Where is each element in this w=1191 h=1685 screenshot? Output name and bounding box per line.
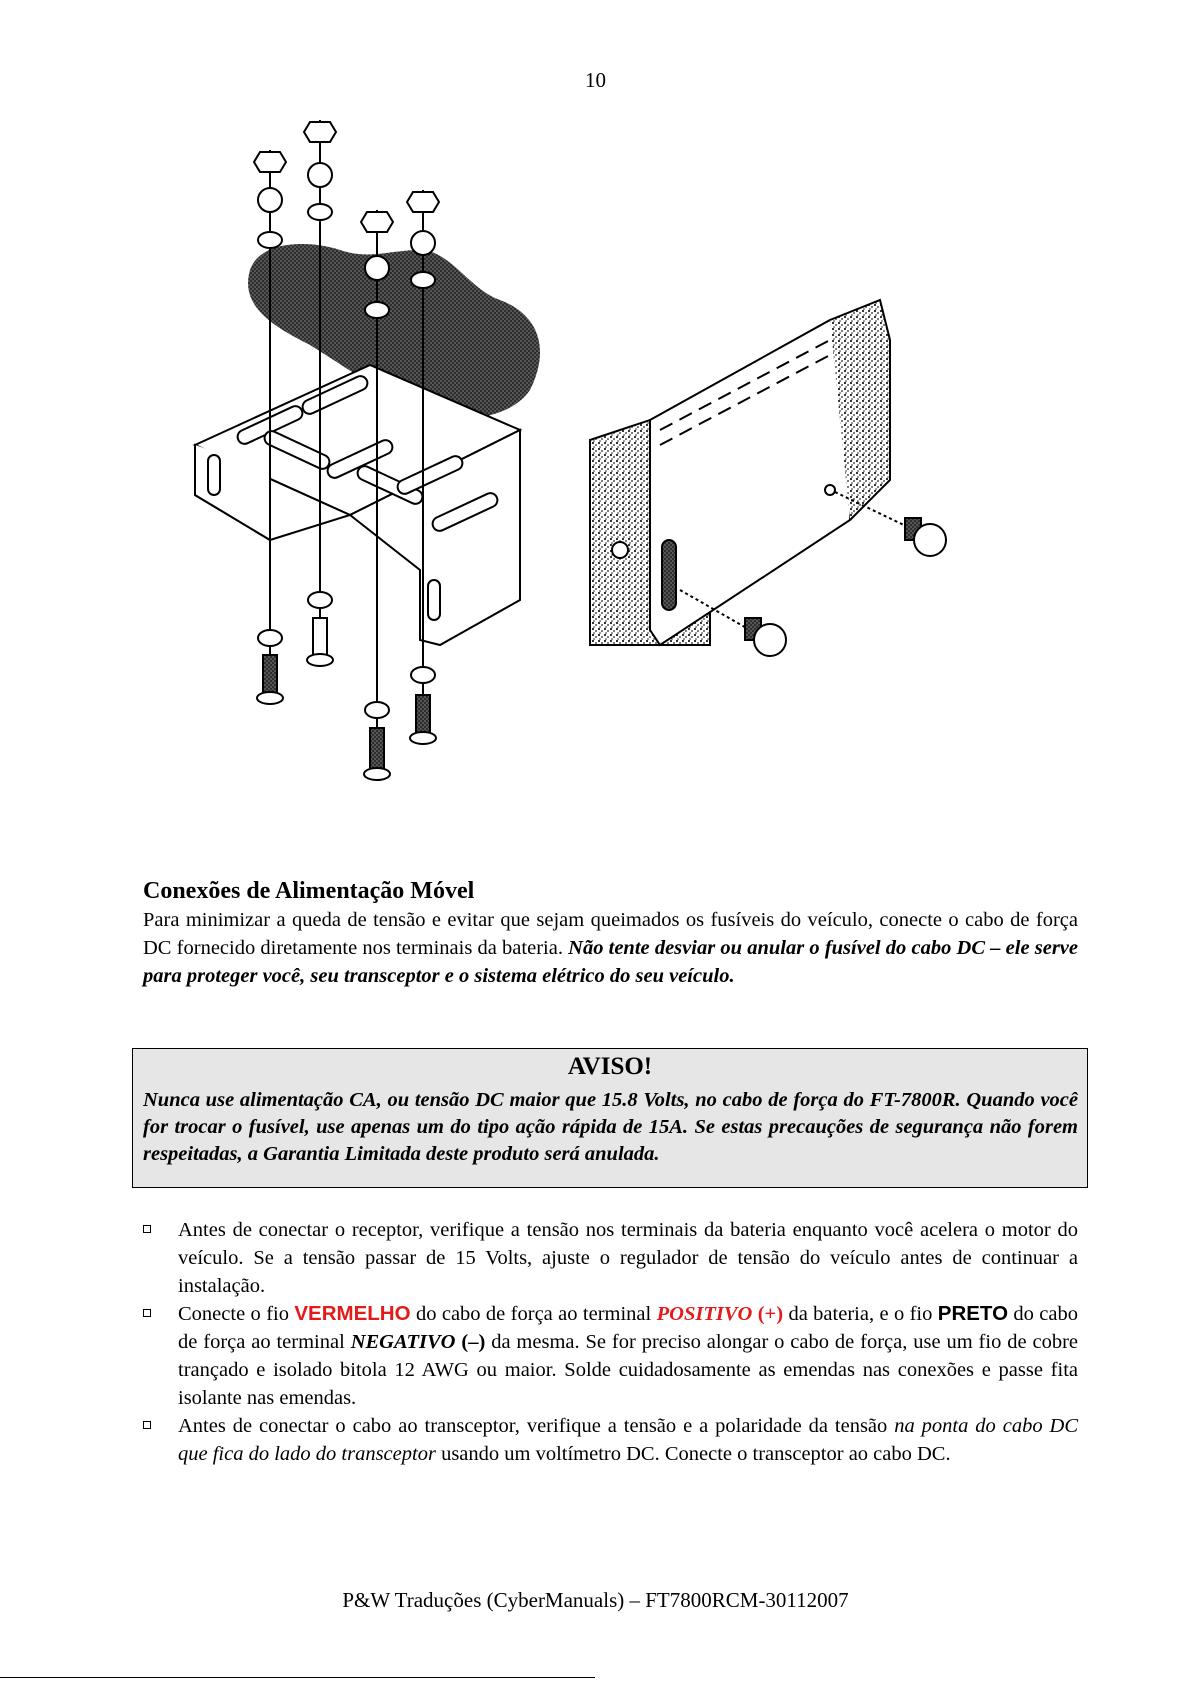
hex-nut (361, 212, 393, 232)
checkbox-bullet-icon (143, 1225, 151, 1233)
list-item (143, 1300, 1078, 1412)
bullet-text: usando um voltímetro DC. Conecte o transceptor ao cabo DC. (435, 1443, 951, 1465)
checkbox-bullet-icon (143, 1421, 151, 1429)
positive-terminal-label: POSITIVO (656, 1303, 753, 1325)
hex-nut (254, 152, 286, 172)
lock-washer (411, 231, 435, 255)
bolt (370, 728, 384, 770)
mounting-bracket-illustration (190, 100, 1010, 830)
hardware-bottom (257, 592, 436, 780)
bolt (263, 655, 277, 695)
flat-washer (411, 272, 435, 288)
bottom-rule (0, 1677, 595, 1678)
red-wire-label: VERMELHO (294, 1302, 411, 1325)
list-item (143, 1412, 1078, 1468)
flat-washer (365, 302, 389, 318)
transceiver-body (590, 300, 890, 645)
bullet-text: Antes de conectar o cabo ao transceptor, verifique a tensão e a polaridade da tensão (178, 1415, 895, 1437)
negative-sign: (–) (455, 1331, 486, 1353)
bullet-text: da bateria, e o fio (783, 1303, 938, 1325)
bolt (313, 618, 327, 656)
bullet-text: Antes de conectar o receptor, verifique a tensão nos terminais da bateria enquanto você acelera o motor do veículo. Se a tensão passar de 15 Volts, ajuste o regulador de tensão do veículo antes de continuar a instalação. (178, 1219, 1078, 1297)
checkbox-bullet-icon (143, 1309, 151, 1317)
warning-text: Nunca use alimentação CA, ou tensão DC maior que 15.8 Volts, no cabo de força do FT-7800R. Quando você for trocar o fusível, use apenas um do tipo ação rápida de 15A. Se estas precauções de segurança não forem respeitadas, a Garantia Limitada deste produto será anulada. (143, 1089, 1078, 1165)
black-wire-label: PRETO (937, 1302, 1009, 1325)
positive-sign: (+) (752, 1303, 784, 1325)
intro-fuse-warning: Não tente desviar ou anular o fusível do cabo DC – ele serve para proteger você, seu transceptor e o sistema elétrico do seu veículo. (143, 937, 1078, 987)
bolt (416, 695, 430, 735)
negative-terminal-label: NEGATIVO (350, 1331, 456, 1353)
flat-washer (411, 667, 435, 683)
intro-paragraph (143, 906, 1078, 990)
hex-nut (407, 192, 439, 212)
lock-washer (308, 163, 332, 187)
instruction-list (143, 1216, 1078, 1468)
section-title: Conexões de Alimentação Móvel (143, 878, 475, 904)
bullet-text: do cabo de força ao terminal (410, 1303, 657, 1325)
flat-washer (258, 232, 282, 248)
lock-washer (258, 188, 282, 212)
bullet-text: do cabo de força ao terminal (178, 1303, 1078, 1353)
flat-washer (308, 592, 332, 608)
flat-washer (258, 630, 282, 646)
page-number: 10 (585, 68, 606, 92)
lock-washer (365, 256, 389, 280)
list-item (143, 1216, 1078, 1300)
page-footer: P&W Traduções (CyberManuals) – FT7800RCM-30112007 (342, 1588, 849, 1612)
bullet-text: da mesma. Se for preciso alongar o cabo de força, use um fio de cobre trançado e isolado bitola 12 AWG ou maior. Solde cuidadosamente as emendas nas conexões e passe fita isolante nas emendas. (178, 1331, 1078, 1409)
bullet-text: Conecte o fio (178, 1303, 295, 1325)
flat-washer (308, 204, 332, 220)
bullet-italic-text: na ponta do cabo DC que fica do lado do transceptor (178, 1415, 1078, 1465)
flat-washer (365, 702, 389, 718)
warning-box (132, 1048, 1088, 1188)
hex-nut (304, 122, 336, 142)
intro-text: Para minimizar a queda de tensão e evitar que sejam queimados os fusíveis do veículo, conecte o cabo de força DC fornecido diretamente nos terminais da bateria. (143, 909, 1078, 959)
warning-title: AVISO! (567, 1053, 653, 1080)
